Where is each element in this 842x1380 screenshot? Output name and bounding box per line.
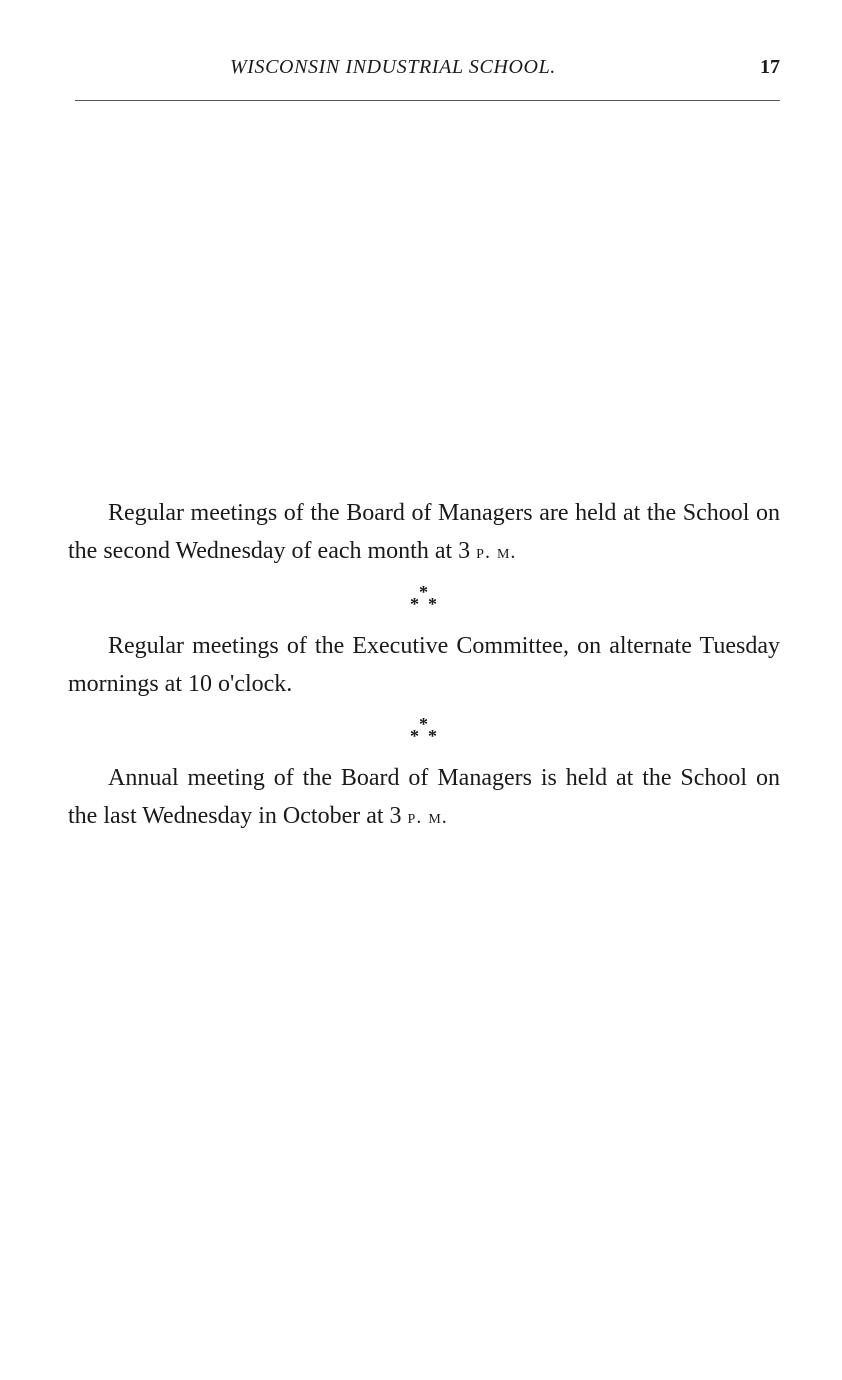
asterism-separator	[406, 583, 446, 613]
paragraph-text: Regular meetings of the Executive Committee, on alternate Tuesday mornings at 10 o'clock.	[68, 633, 780, 697]
time-suffix: p. m.	[476, 541, 517, 563]
asterisk-mark: *	[428, 726, 437, 746]
time-suffix: p. m.	[407, 806, 448, 828]
body-text	[68, 494, 780, 836]
paragraph-annual-meeting	[68, 759, 780, 836]
asterisk-mark: *	[410, 726, 419, 746]
paragraph-board-meetings	[68, 494, 780, 571]
paragraph-text: Regular meetings of the Board of Managers are held at the School on the second Wednesday of each month at 3	[68, 500, 780, 564]
header-rule	[75, 100, 780, 101]
paragraph-text: Annual meeting of the Board of Managers is held at the School on the last Wednesday in October at 3	[68, 765, 780, 829]
asterisk-mark: *	[419, 714, 428, 734]
asterism-separator	[406, 715, 446, 745]
asterisk-mark: *	[419, 582, 428, 602]
running-head	[68, 56, 780, 84]
running-title: WISCONSIN INDUSTRIAL SCHOOL.	[230, 56, 556, 78]
page-number: 17	[760, 56, 780, 78]
asterisk-mark: *	[410, 594, 419, 614]
paragraph-executive-committee	[68, 627, 780, 703]
asterisk-mark: *	[428, 594, 437, 614]
